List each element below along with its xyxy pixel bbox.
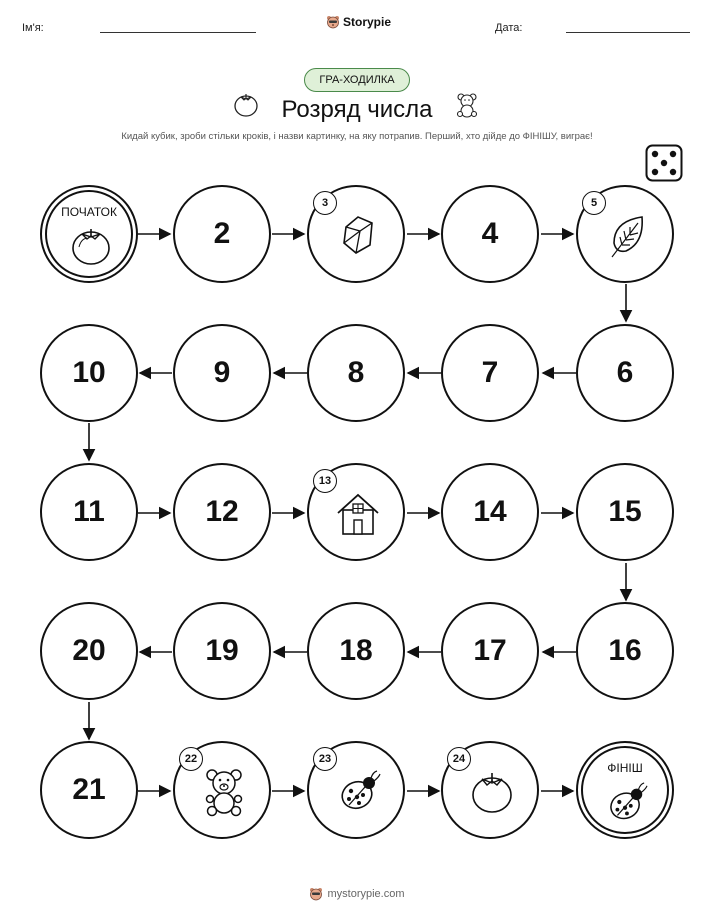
cell-finish	[576, 741, 674, 839]
cell-14	[441, 463, 539, 561]
tomato-icon	[69, 223, 113, 267]
cell-13	[307, 463, 405, 561]
cell-number: 15	[608, 495, 642, 528]
cell-22	[173, 741, 271, 839]
cell-number: 9	[213, 356, 231, 389]
cell-21	[40, 741, 138, 839]
leaf-icon	[608, 213, 648, 259]
cell-number: 21	[72, 773, 106, 806]
cell-number: 4	[481, 217, 499, 250]
start-label: ПОЧАТОК	[61, 205, 117, 219]
cell-number: 20	[72, 634, 106, 667]
cell-start	[40, 185, 138, 283]
cell-16	[576, 602, 674, 700]
ladybug-icon	[335, 769, 381, 813]
cell-badge: 13	[313, 469, 337, 493]
tomato-icon	[469, 767, 515, 815]
cell-number: 16	[608, 634, 642, 667]
cell-number: 10	[72, 356, 106, 389]
cell-3	[307, 185, 405, 283]
date-label: Дата:	[495, 22, 523, 34]
cell-15	[576, 463, 674, 561]
cell-badge: 3	[313, 191, 337, 215]
cell-badge: 22	[179, 747, 203, 771]
cell-19	[173, 602, 271, 700]
finish-label: ФІНІШ	[607, 761, 643, 775]
brand-name: Storypie	[343, 15, 392, 29]
cell-8	[307, 324, 405, 422]
ladybug-icon	[604, 781, 648, 823]
cell-number: 18	[339, 634, 373, 667]
cell-number: 2	[213, 217, 231, 250]
cell-5	[576, 185, 674, 283]
storypie-bear-icon	[309, 887, 323, 901]
cell-11	[40, 463, 138, 561]
cell-number: 14	[473, 495, 507, 528]
cell-23	[307, 741, 405, 839]
cell-12	[173, 463, 271, 561]
footer-url: mystorypie.com	[327, 888, 405, 900]
cell-9	[173, 324, 271, 422]
crystal-icon	[338, 213, 378, 257]
cell-number: 12	[205, 495, 239, 528]
footer	[0, 887, 714, 901]
cell-number: 19	[205, 634, 239, 667]
cell-18	[307, 602, 405, 700]
cell-number: 8	[347, 356, 365, 389]
game-type-pill: ГРА-ХОДИЛКА	[304, 68, 410, 92]
cell-6	[576, 324, 674, 422]
cell-10	[40, 324, 138, 422]
cell-2	[173, 185, 271, 283]
cell-number: 6	[616, 356, 634, 389]
name-label: Ім'я:	[22, 22, 44, 34]
cell-number: 17	[473, 634, 507, 667]
cell-badge: 5	[582, 191, 606, 215]
cell-24	[441, 741, 539, 839]
teddy-bear-icon	[202, 767, 246, 817]
cell-badge: 23	[313, 747, 337, 771]
cell-badge: 24	[447, 747, 471, 771]
cell-4	[441, 185, 539, 283]
instructions: Кидай кубик, зроби стільки кроків, і назви картинку, на яку потрапив. Перший, хто дійде до ФІНІШУ, виграє!	[121, 131, 593, 142]
cell-17	[441, 602, 539, 700]
cell-number: 7	[481, 356, 499, 389]
cell-7	[441, 324, 539, 422]
cell-20	[40, 602, 138, 700]
page-title: Розряд числа	[281, 96, 433, 123]
cell-number: 11	[73, 495, 105, 528]
house-icon	[334, 491, 382, 537]
